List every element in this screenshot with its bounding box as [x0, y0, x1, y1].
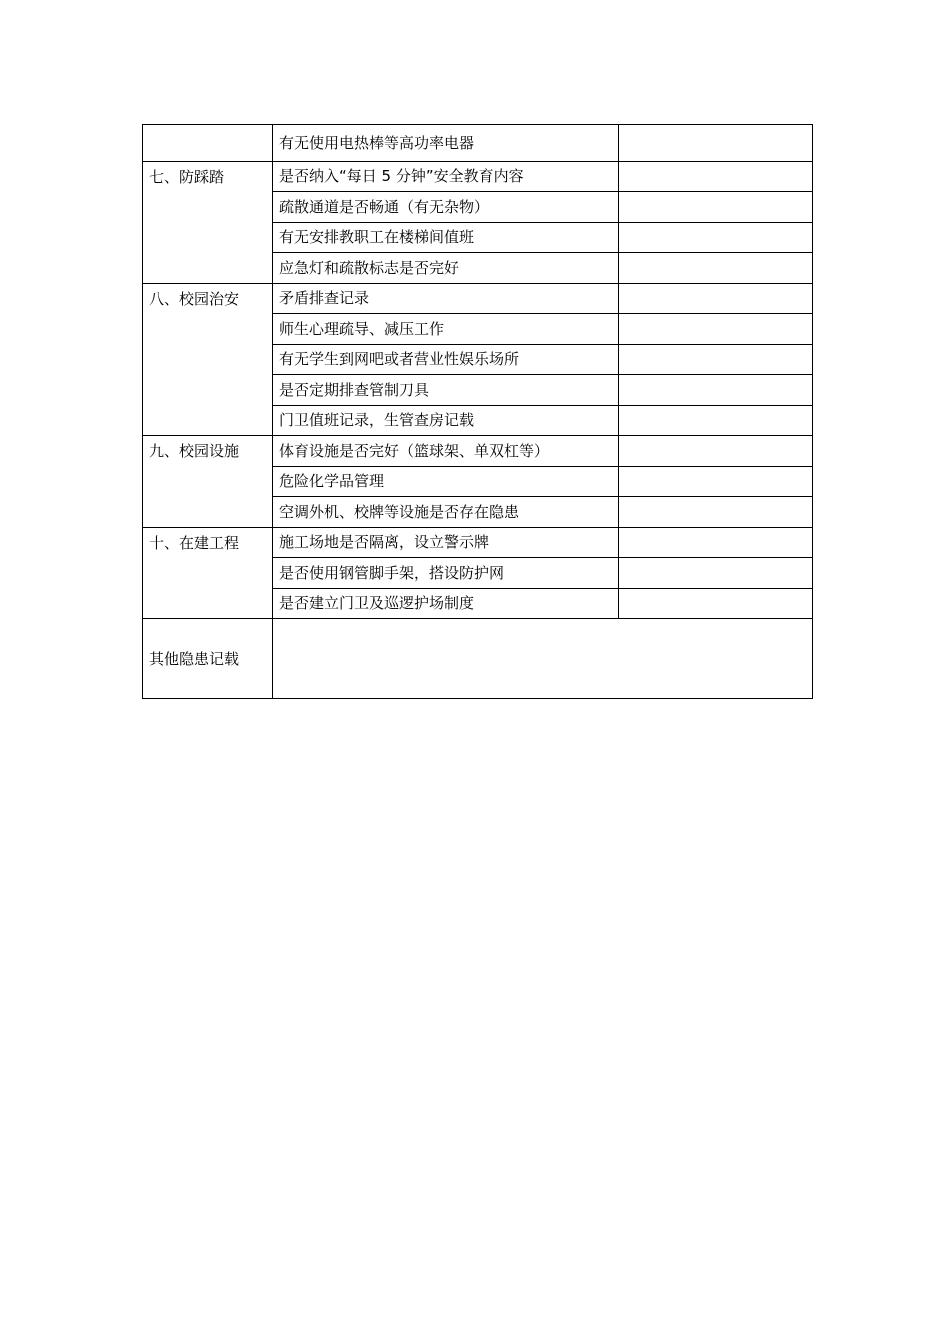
- check-item-cell: 体育设施是否完好（篮球架、单双杠等）: [273, 436, 619, 467]
- checklist-row: [143, 283, 813, 314]
- check-item-cell: 有无安排教职工在楼梯间值班: [273, 222, 619, 253]
- category-cell: 十、在建工程: [143, 527, 273, 619]
- check-result-cell[interactable]: [619, 375, 813, 406]
- check-result-cell[interactable]: [619, 192, 813, 223]
- safety-checklist-table: [142, 124, 813, 699]
- category-cell: [143, 125, 273, 162]
- checklist-row: [143, 436, 813, 467]
- checklist-row: [143, 125, 813, 162]
- check-result-cell[interactable]: [619, 253, 813, 284]
- check-item-cell: 是否纳入“每日 5 分钟”安全教育内容: [273, 161, 619, 192]
- check-result-cell[interactable]: [619, 405, 813, 436]
- category-cell: 八、校园治安: [143, 283, 273, 436]
- check-item-cell: 应急灯和疏散标志是否完好: [273, 253, 619, 284]
- check-result-cell[interactable]: [619, 283, 813, 314]
- check-item-cell: 疏散通道是否畅通（有无杂物）: [273, 192, 619, 223]
- other-hazards-record-cell[interactable]: [273, 619, 813, 699]
- checklist-body: [143, 125, 813, 699]
- check-item-cell: 师生心理疏导、减压工作: [273, 314, 619, 345]
- check-result-cell[interactable]: [619, 497, 813, 528]
- checklist-row: [143, 527, 813, 558]
- check-item-cell: 矛盾排查记录: [273, 283, 619, 314]
- check-result-cell[interactable]: [619, 527, 813, 558]
- category-cell: 九、校园设施: [143, 436, 273, 528]
- check-result-cell[interactable]: [619, 222, 813, 253]
- check-item-cell: 有无使用电热棒等高功率电器: [273, 125, 619, 162]
- other-hazards-row: [143, 619, 813, 699]
- check-item-cell: 空调外机、校牌等设施是否存在隐患: [273, 497, 619, 528]
- check-result-cell[interactable]: [619, 161, 813, 192]
- checklist-row: [143, 161, 813, 192]
- check-result-cell[interactable]: [619, 558, 813, 589]
- check-item-cell: 是否使用钢管脚手架，搭设防护网: [273, 558, 619, 589]
- check-result-cell[interactable]: [619, 588, 813, 619]
- check-item-cell: 门卫值班记录，生管查房记载: [273, 405, 619, 436]
- check-item-cell: 施工场地是否隔离，设立警示牌: [273, 527, 619, 558]
- other-hazards-label: 其他隐患记载: [143, 619, 273, 699]
- check-item-cell: 是否定期排查管制刀具: [273, 375, 619, 406]
- check-result-cell[interactable]: [619, 314, 813, 345]
- check-result-cell[interactable]: [619, 466, 813, 497]
- check-item-cell: 是否建立门卫及巡逻护场制度: [273, 588, 619, 619]
- check-item-cell: 危险化学品管理: [273, 466, 619, 497]
- check-item-cell: 有无学生到网吧或者营业性娱乐场所: [273, 344, 619, 375]
- check-result-cell[interactable]: [619, 344, 813, 375]
- check-result-cell[interactable]: [619, 125, 813, 162]
- check-result-cell[interactable]: [619, 436, 813, 467]
- category-cell: 七、防踩踏: [143, 161, 273, 283]
